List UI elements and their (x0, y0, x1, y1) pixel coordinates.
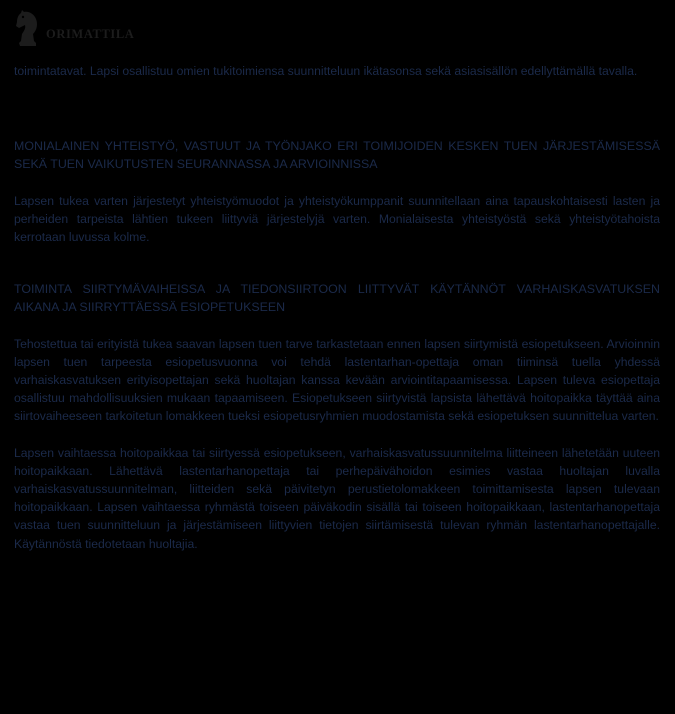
page-header (14, 4, 134, 48)
chess-knight-icon (14, 8, 42, 48)
document-body (14, 62, 660, 553)
section-paragraph-transitions-2: Lapsen vaihtaessa hoitopaikkaa tai siirtyessä esiopetukseen, varhaiskasvatussuunnitelma liitteineen lähetetään uuteen hoitopaikkaan. Lähettävä lastentarhanopettaja tai perhepäivähoidon esimies vastaa huoltajan luvalla varhaiskasvatussuunnitelman, liitteiden sekä päivitetyn perustietolomakkeen toimittamisesta lapsen tulevaan hoitopaikkaan. Lapsen vaihtaessa ryhmästä toiseen päiväkodin sisällä tai toiseen hoitopaikkaan, lastentarhanopettaja vastaa tuen suunnitteluun ja järjestämiseen liittyvien tietojen siirtämisestä tulevan ryhmän lastentarhanopettajalle. Käytännöstä tiedotetaan huoltajia. (14, 445, 660, 551)
section-heading-cooperation: MONIALAINEN YHTEISTYÖ, VASTUUT JA TYÖNJAKO ERI TOIMIJOIDEN KESKEN TUEN JÄRJESTÄMISESSÄ SEKÄ TUEN VAIKUTUSTEN SEURANNASSA JA ARVIOINNISSA (14, 139, 660, 172)
section-heading-transitions: TOIMINTA SIIRTYMÄVAIHEISSA JA TIEDONSIIRTOON LIITTYVÄT KÄYTÄNNÖT VARHAISKASVATUKSEN AIKANA JA SIIRRYTTÄESSÄ ESIOPETUKSEEN (14, 282, 660, 315)
logo-text: ORIMATTILA (46, 27, 135, 41)
section-paragraph-transitions-1: Tehostettua tai erityistä tukea saavan lapsen tuen tarve tarkastetaan ennen lapsen siirtymistä esiopetukseen. Arvioinnin lapsen tuen tarpeesta esiopetusvuonna voi tehdä lastentarhan-opettaja oman tiiminsä tuella yhdessä varhaiskasvatuksen erityisopettajan sekä huoltajan kanssa kevään arviointitapaamisessa. Lapsen tuleva esiopettaja osallistuu mahdollisuuksien mukaan tapaamiseen. Esiopetukseen siirtyvistä lapsista lähettävä hoitopaikka täyttää aina siirtovaiheeseen tarkoitetun lomakkeen tueksi esiopetusryhmien muodostamista sekä esiopetuksen suunnittelua varten. (14, 336, 660, 424)
section-paragraph-cooperation: Lapsen tukea varten järjestetyt yhteistyömuodot ja yhteistyökumppanit suunnitellaan aina tapauskohtaisesti lasten ja perheiden tarpeista lähtien tukeen liittyviä järjestelyjä varten. Monialaisesta yhteistyöstä sekä yhteistyötahoista kerrotaan luvussa kolme. (14, 193, 660, 245)
intro-paragraph: toimintatavat. Lapsi osallistuu omien tukitoimiensa suunnitteluun ikätasonsa sekä asiasisällön edellyttämällä tavalla. (14, 64, 638, 78)
